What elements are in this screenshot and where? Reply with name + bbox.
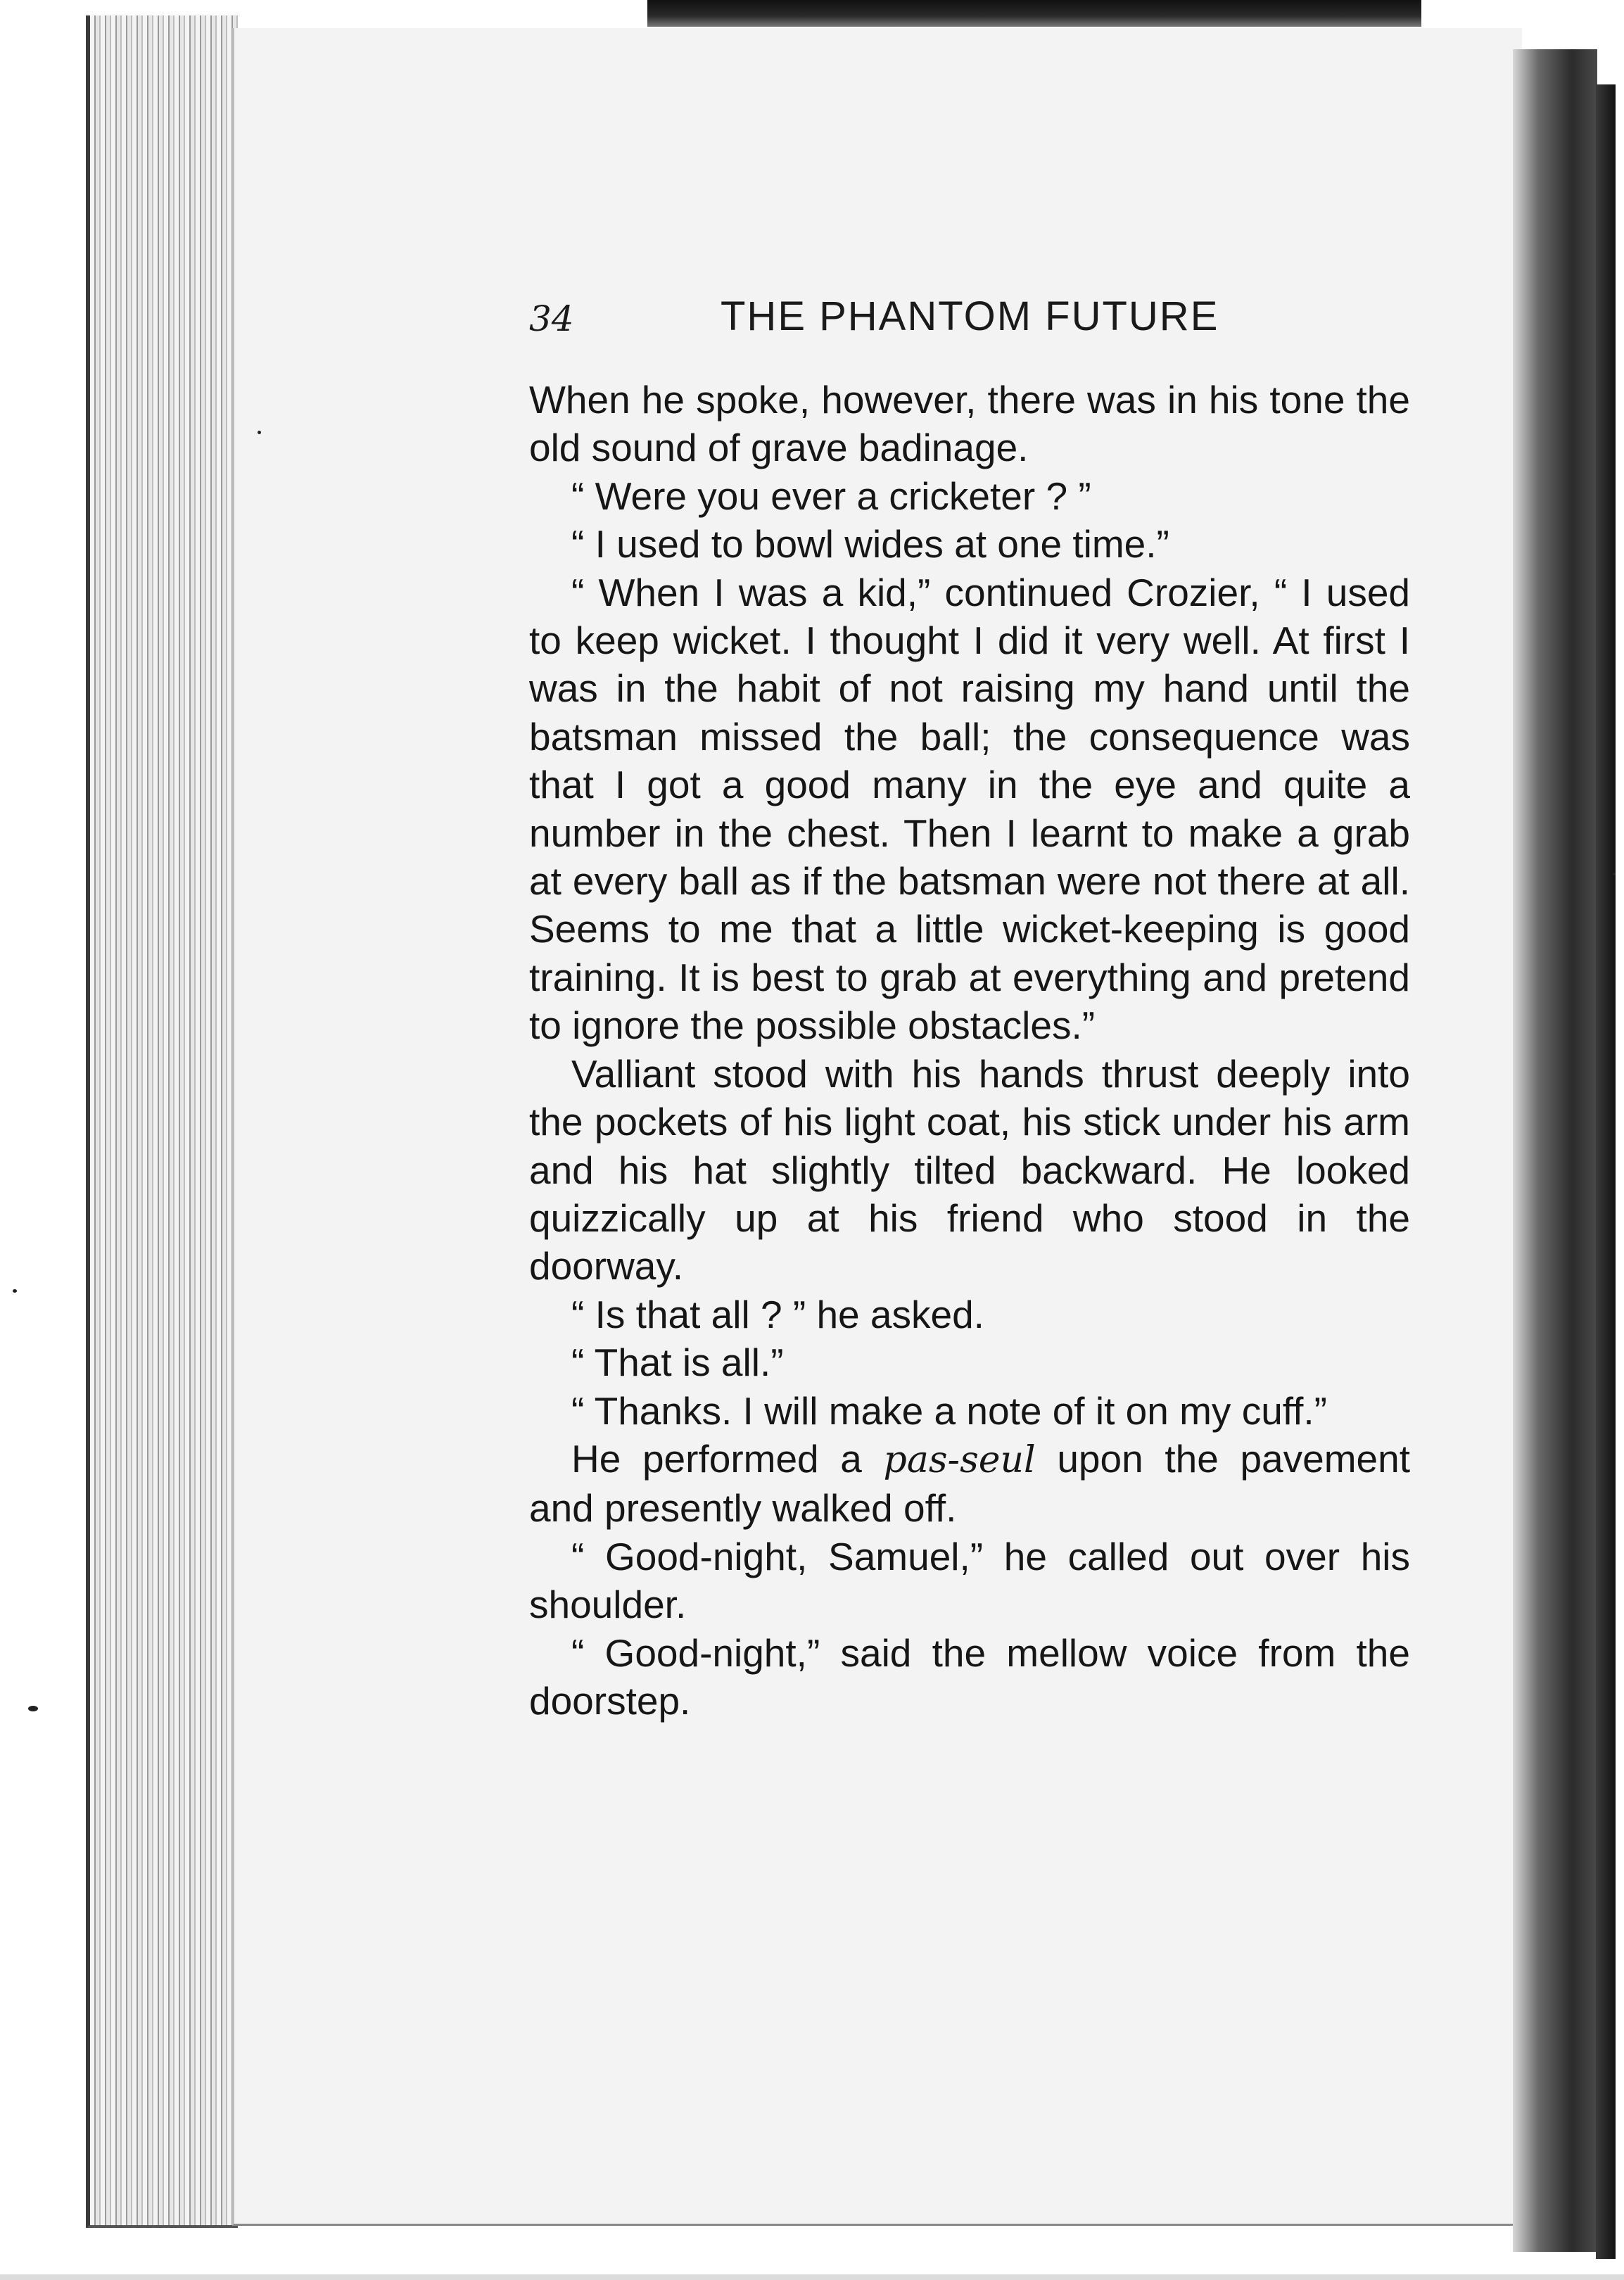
paragraph: “ I used to bowl wides at one time.” <box>571 522 1169 566</box>
paragraph: He performed a pas-seul upon the pavement and presently walked off. <box>529 1436 1410 1531</box>
scanner-top-band <box>647 0 1421 27</box>
page-number: 34 <box>529 298 574 339</box>
paragraph: “ That is all.” <box>571 1341 784 1385</box>
body-text <box>529 376 1410 1725</box>
scan-bottom-edge <box>0 2274 1624 2280</box>
scan-speck <box>1613 873 1616 875</box>
scan-speck <box>13 1289 17 1293</box>
paragraph: “ When I was a kid,” continued Crozier, “ I used to keep wicket. I thought I did it very well. At first I was in the habit of not raising my hand until the batsman missed the ball; the consequence was that I got a good many in the eye and quite a number in the chest. Then I learnt to make a grab at every ball as if the batsman were not there at all. Seems to me that a little wicket-keeping is good training. It is best to grab at everything and pretend to ignore the possible obstacles.” <box>529 570 1410 1048</box>
paragraph: When he spoke, however, there was in his tone the old sound of grave badinage. <box>529 378 1410 470</box>
paragraph: Valliant stood with his hands thrust deeply into the pockets of his light coat, his stick under his arm and his hat slightly tilted backward. He looked quizzically up at his friend who stood in the doorway. <box>529 1051 1410 1288</box>
paragraph: “ Thanks. I will make a note of it on my cuff.” <box>571 1388 1327 1433</box>
scan-speck <box>258 431 261 434</box>
binding-edge <box>1596 84 1616 2259</box>
book-page-edges <box>86 15 238 2228</box>
paragraph: “ Is that all ? ” he asked. <box>571 1292 984 1336</box>
paragraph: “ Were you ever a cricketer ? ” <box>571 474 1091 518</box>
running-head <box>529 293 1409 349</box>
paragraph: “ Good-night,” said the mellow voice from the doorstep. <box>529 1630 1410 1723</box>
scan-speck <box>28 1706 38 1711</box>
italic-phrase: pas-seul <box>883 1438 1036 1481</box>
binding-shadow <box>1513 49 1597 2252</box>
paragraph: “ Good-night, Samuel,” he called out over his shoulder. <box>529 1534 1410 1627</box>
running-title: THE PHANTOM FUTURE <box>721 293 1219 339</box>
